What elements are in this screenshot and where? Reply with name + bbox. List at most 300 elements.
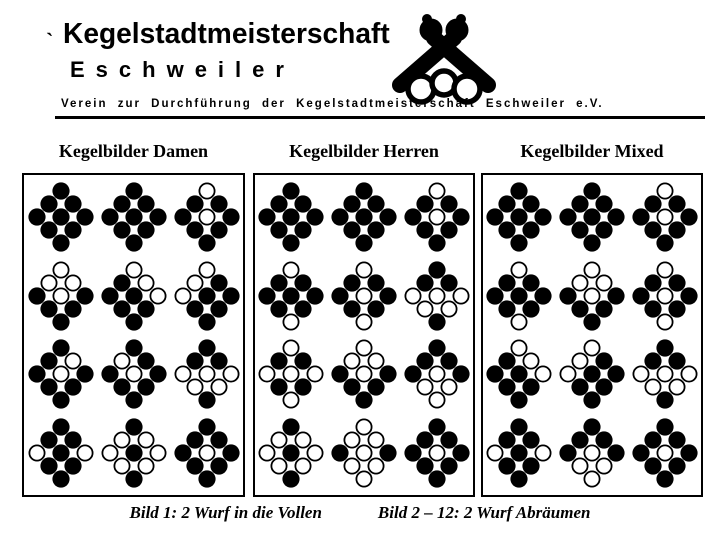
pin-cleared — [138, 432, 153, 447]
pin-cleared — [41, 275, 56, 290]
pin-standing — [487, 287, 504, 304]
pin-standing — [367, 196, 384, 213]
pin-standing — [343, 300, 360, 317]
pin-standing — [295, 196, 312, 213]
pin-standing — [198, 470, 215, 487]
pin-standing — [379, 444, 396, 461]
pin-standing — [644, 457, 661, 474]
pin-cleared — [344, 354, 359, 369]
pin-cleared — [114, 458, 129, 473]
pin-standing — [511, 470, 528, 487]
kegelbild-diagram — [101, 339, 167, 409]
pin-standing — [583, 418, 600, 435]
pin-standing — [186, 353, 203, 370]
pin-standing — [76, 366, 93, 383]
pin-standing — [452, 209, 469, 226]
pin-cleared — [53, 367, 68, 382]
kegelbild-diagram — [258, 261, 324, 331]
pin-standing — [125, 287, 142, 304]
pin-standing — [283, 209, 300, 226]
column-title-herren: Kegelbilder Herren — [289, 141, 439, 161]
caption-bild-2-12: Bild 2 – 12: 2 Wurf Abräumen — [377, 503, 591, 522]
pin-standing — [559, 209, 576, 226]
pin-standing — [101, 366, 118, 383]
pin-standing — [271, 274, 288, 291]
pin-standing — [331, 366, 348, 383]
pin-standing — [668, 274, 685, 291]
pin-standing — [295, 379, 312, 396]
pin-cleared — [138, 275, 153, 290]
pin-standing — [198, 235, 215, 252]
pin-standing — [76, 287, 93, 304]
column-title-damen: Kegelbilder Damen — [58, 141, 209, 161]
pin-cleared — [356, 341, 371, 356]
pin-cleared — [296, 458, 311, 473]
pin-standing — [64, 431, 81, 448]
kegelbild-diagram — [174, 182, 240, 252]
pin-standing — [137, 353, 154, 370]
pin-standing — [367, 274, 384, 291]
pin-cleared — [272, 458, 287, 473]
pin-cleared — [429, 445, 444, 460]
pin-standing — [271, 196, 288, 213]
pin-standing — [283, 418, 300, 435]
pin-standing — [511, 418, 528, 435]
kegelbild-diagram — [404, 418, 470, 488]
pin-standing — [416, 431, 433, 448]
pin-standing — [101, 287, 118, 304]
pin-cleared — [441, 301, 456, 316]
pin-cleared — [356, 471, 371, 486]
kegelbild-diagram — [632, 261, 698, 331]
pin-standing — [428, 418, 445, 435]
pin-standing — [440, 274, 457, 291]
pin-standing — [656, 418, 673, 435]
pin-cleared — [681, 367, 696, 382]
pin-cleared — [584, 288, 599, 303]
pin-cleared — [584, 445, 599, 460]
pin-standing — [174, 209, 191, 226]
pin-standing — [416, 274, 433, 291]
kegelbild-diagram — [101, 418, 167, 488]
pin-standing — [307, 209, 324, 226]
pin-standing — [355, 209, 372, 226]
pin-standing — [452, 366, 469, 383]
pin-standing — [28, 287, 45, 304]
pin-standing — [125, 183, 142, 200]
pin-standing — [198, 418, 215, 435]
pin-standing — [379, 366, 396, 383]
pin-standing — [644, 274, 661, 291]
pin-cleared — [126, 367, 141, 382]
pin-standing — [125, 392, 142, 409]
pin-cleared — [114, 432, 129, 447]
pin-standing — [28, 366, 45, 383]
pin-standing — [125, 313, 142, 330]
pin-standing — [607, 444, 624, 461]
pin-standing — [607, 209, 624, 226]
pin-standing — [656, 340, 673, 357]
kegelbild-diagram — [174, 261, 240, 331]
kegelbild-diagram — [404, 261, 470, 331]
pin-standing — [416, 222, 433, 239]
pin-standing — [52, 392, 69, 409]
pin-standing — [668, 457, 685, 474]
kegelbild-diagram — [486, 339, 552, 409]
pin-standing — [64, 300, 81, 317]
pin-standing — [668, 353, 685, 370]
pin-cleared — [536, 367, 551, 382]
pin-cleared — [368, 458, 383, 473]
pin-standing — [113, 222, 130, 239]
pin-cleared — [308, 367, 323, 382]
pin-cleared — [199, 210, 214, 225]
pin-standing — [656, 470, 673, 487]
diagram-grid-damen — [22, 173, 245, 497]
pin-cleared — [429, 210, 444, 225]
pin-cleared — [584, 341, 599, 356]
pin-standing — [40, 353, 57, 370]
pin-standing — [523, 431, 540, 448]
kegelbild-diagram — [28, 339, 94, 409]
column-damen — [22, 141, 245, 497]
pin-standing — [632, 444, 649, 461]
column-herren — [253, 141, 475, 497]
pin-standing — [210, 457, 227, 474]
kegelbild-diagram — [486, 418, 552, 488]
pin-standing — [283, 444, 300, 461]
pin-cleared — [488, 445, 503, 460]
pin-standing — [331, 209, 348, 226]
pin-standing — [52, 183, 69, 200]
pin-standing — [511, 209, 528, 226]
pin-standing — [668, 222, 685, 239]
pin-cleared — [284, 341, 299, 356]
pin-standing — [355, 183, 372, 200]
pin-cleared — [657, 445, 672, 460]
pin-standing — [137, 196, 154, 213]
pin-standing — [64, 379, 81, 396]
pin-standing — [404, 444, 421, 461]
pin-cleared — [572, 275, 587, 290]
pin-cleared — [187, 275, 202, 290]
pin-cleared — [199, 262, 214, 277]
column-mixed — [481, 141, 703, 497]
pin-standing — [307, 287, 324, 304]
pin-standing — [137, 222, 154, 239]
kegelbild-diagram — [331, 339, 397, 409]
pin-standing — [64, 457, 81, 474]
pin-cleared — [572, 354, 587, 369]
pin-standing — [559, 287, 576, 304]
pin-cleared — [524, 354, 539, 369]
pin-standing — [428, 313, 445, 330]
pin-standing — [680, 444, 697, 461]
pin-cleared — [126, 262, 141, 277]
pin-standing — [595, 431, 612, 448]
pin-cleared — [284, 393, 299, 408]
pin-cleared — [65, 354, 80, 369]
pin-standing — [607, 287, 624, 304]
pin-standing — [222, 209, 239, 226]
pin-cleared — [260, 367, 275, 382]
pin-standing — [595, 196, 612, 213]
pin-standing — [511, 392, 528, 409]
pin-standing — [367, 222, 384, 239]
pin-standing — [40, 196, 57, 213]
pin-standing — [523, 274, 540, 291]
pin-standing — [137, 379, 154, 396]
pin-cleared — [584, 262, 599, 277]
pin-standing — [523, 222, 540, 239]
pin-standing — [295, 274, 312, 291]
pin-standing — [125, 235, 142, 252]
pin-standing — [125, 470, 142, 487]
pin-standing — [283, 470, 300, 487]
pin-cleared — [657, 314, 672, 329]
pin-standing — [499, 379, 516, 396]
pin-standing — [113, 274, 130, 291]
diagram-grid-herren — [253, 173, 475, 497]
pin-standing — [680, 209, 697, 226]
pin-cleared — [669, 380, 684, 395]
kegelbild-diagram — [559, 339, 625, 409]
pin-cleared — [512, 314, 527, 329]
pin-cleared — [102, 445, 117, 460]
pin-standing — [523, 300, 540, 317]
pin-cleared — [296, 432, 311, 447]
pin-cleared — [138, 458, 153, 473]
pin-standing — [343, 274, 360, 291]
pin-standing — [440, 431, 457, 448]
pin-cleared — [211, 380, 226, 395]
kegelbild-diagram — [28, 182, 94, 252]
pin-standing — [571, 431, 588, 448]
kegelbild-diagram — [559, 261, 625, 331]
pin-standing — [222, 287, 239, 304]
pin-standing — [523, 457, 540, 474]
org-name-text: Verein zur Durchführung der Kegelstadtmeisterschaft Eschweiler e.V. — [61, 98, 604, 110]
kegelbild-diagram — [632, 339, 698, 409]
pin-standing — [367, 379, 384, 396]
pin-standing — [535, 287, 552, 304]
pin-cleared — [645, 380, 660, 395]
pin-standing — [198, 340, 215, 357]
pin-standing — [583, 209, 600, 226]
pin-standing — [125, 418, 142, 435]
pin-standing — [331, 287, 348, 304]
pin-standing — [571, 300, 588, 317]
pin-cleared — [114, 354, 129, 369]
pin-standing — [571, 222, 588, 239]
pin-standing — [583, 366, 600, 383]
pin-standing — [499, 353, 516, 370]
pin-standing — [113, 300, 130, 317]
pin-standing — [416, 457, 433, 474]
scan-artifact-mark: ` — [46, 28, 54, 53]
pin-standing — [644, 222, 661, 239]
pin-standing — [379, 287, 396, 304]
pin-cleared — [596, 458, 611, 473]
pin-standing — [283, 183, 300, 200]
pin-standing — [355, 392, 372, 409]
pin-cleared — [199, 445, 214, 460]
pin-standing — [198, 313, 215, 330]
pin-standing — [149, 366, 166, 383]
kegelbild-diagram — [174, 339, 240, 409]
pin-standing — [52, 418, 69, 435]
kegelbild-diagram — [331, 418, 397, 488]
column-title-mixed: Kegelbilder Mixed — [520, 141, 664, 161]
pin-cleared — [560, 367, 575, 382]
pin-cleared — [536, 445, 551, 460]
pin-cleared — [284, 262, 299, 277]
pin-standing — [656, 235, 673, 252]
pin-standing — [295, 300, 312, 317]
pin-cleared — [260, 445, 275, 460]
pin-standing — [668, 431, 685, 448]
pin-standing — [52, 209, 69, 226]
pin-standing — [40, 300, 57, 317]
pin-standing — [149, 209, 166, 226]
pin-cleared — [175, 367, 190, 382]
pin-standing — [511, 235, 528, 252]
pin-cleared — [429, 393, 444, 408]
pin-standing — [343, 222, 360, 239]
pin-standing — [535, 209, 552, 226]
kegelbild-diagram — [331, 182, 397, 252]
pin-standing — [404, 366, 421, 383]
pin-cleared — [53, 262, 68, 277]
pin-standing — [487, 366, 504, 383]
pin-cleared — [417, 301, 432, 316]
pin-standing — [198, 392, 215, 409]
footer-captions — [0, 503, 720, 523]
pin-standing — [52, 340, 69, 357]
org-underline-rule — [55, 94, 705, 119]
kegelbild-diagram — [486, 261, 552, 331]
pin-standing — [283, 287, 300, 304]
pin-standing — [644, 353, 661, 370]
pin-standing — [668, 300, 685, 317]
pin-standing — [379, 209, 396, 226]
pin-standing — [499, 274, 516, 291]
pin-cleared — [356, 445, 371, 460]
pin-cleared — [344, 432, 359, 447]
diagram-grid-mixed — [481, 173, 703, 497]
kegelbild-diagram — [258, 339, 324, 409]
pin-standing — [343, 196, 360, 213]
pin-standing — [76, 209, 93, 226]
pin-cleared — [657, 288, 672, 303]
pin-standing — [186, 457, 203, 474]
pin-standing — [331, 444, 348, 461]
pin-cleared — [405, 288, 420, 303]
pin-standing — [210, 300, 227, 317]
pin-standing — [571, 379, 588, 396]
pin-cleared — [368, 354, 383, 369]
pin-standing — [125, 209, 142, 226]
kegelbild-diagram — [258, 182, 324, 252]
pin-cleared — [633, 367, 648, 382]
pin-standing — [595, 222, 612, 239]
pin-standing — [40, 457, 57, 474]
pin-standing — [499, 196, 516, 213]
pin-standing — [295, 353, 312, 370]
pin-standing — [271, 300, 288, 317]
page-subtitle: Eschweiler — [70, 57, 295, 82]
pin-cleared — [572, 458, 587, 473]
pin-standing — [499, 457, 516, 474]
pin-cleared — [53, 288, 68, 303]
pin-standing — [210, 431, 227, 448]
pin-standing — [499, 222, 516, 239]
pin-standing — [28, 209, 45, 226]
pin-standing — [416, 196, 433, 213]
pin-cleared — [284, 367, 299, 382]
pin-cleared — [150, 288, 165, 303]
pin-cleared — [368, 432, 383, 447]
pin-cleared — [512, 341, 527, 356]
pin-cleared — [657, 210, 672, 225]
pin-standing — [40, 379, 57, 396]
pin-standing — [440, 196, 457, 213]
pin-standing — [186, 222, 203, 239]
pin-standing — [343, 379, 360, 396]
pin-standing — [113, 196, 130, 213]
pin-standing — [452, 444, 469, 461]
kegelbild-diagram — [258, 418, 324, 488]
pin-cleared — [356, 367, 371, 382]
pin-standing — [210, 222, 227, 239]
pin-standing — [52, 470, 69, 487]
pin-standing — [428, 470, 445, 487]
pin-standing — [511, 183, 528, 200]
pin-standing — [271, 222, 288, 239]
page-title: Kegelstadtmeisterschaft — [63, 18, 390, 50]
pin-standing — [428, 261, 445, 278]
pin-cleared — [150, 445, 165, 460]
kegelbild-diagram — [101, 261, 167, 331]
pin-standing — [440, 353, 457, 370]
pin-cleared — [356, 288, 371, 303]
pin-standing — [295, 222, 312, 239]
pin-standing — [52, 313, 69, 330]
pin-standing — [259, 209, 276, 226]
pin-standing — [571, 196, 588, 213]
pin-cleared — [356, 419, 371, 434]
pin-standing — [511, 444, 528, 461]
pin-standing — [174, 444, 191, 461]
pin-standing — [52, 444, 69, 461]
pin-cleared — [65, 275, 80, 290]
pin-cleared — [29, 445, 44, 460]
pin-standing — [222, 444, 239, 461]
pin-standing — [583, 235, 600, 252]
pin-standing — [210, 196, 227, 213]
pin-cleared — [199, 367, 214, 382]
pin-standing — [283, 235, 300, 252]
pin-standing — [583, 313, 600, 330]
pin-standing — [367, 300, 384, 317]
pin-cleared — [272, 432, 287, 447]
pin-standing — [595, 300, 612, 317]
pin-standing — [52, 235, 69, 252]
pin-standing — [583, 392, 600, 409]
pin-standing — [428, 235, 445, 252]
pin-standing — [271, 353, 288, 370]
pin-standing — [523, 379, 540, 396]
